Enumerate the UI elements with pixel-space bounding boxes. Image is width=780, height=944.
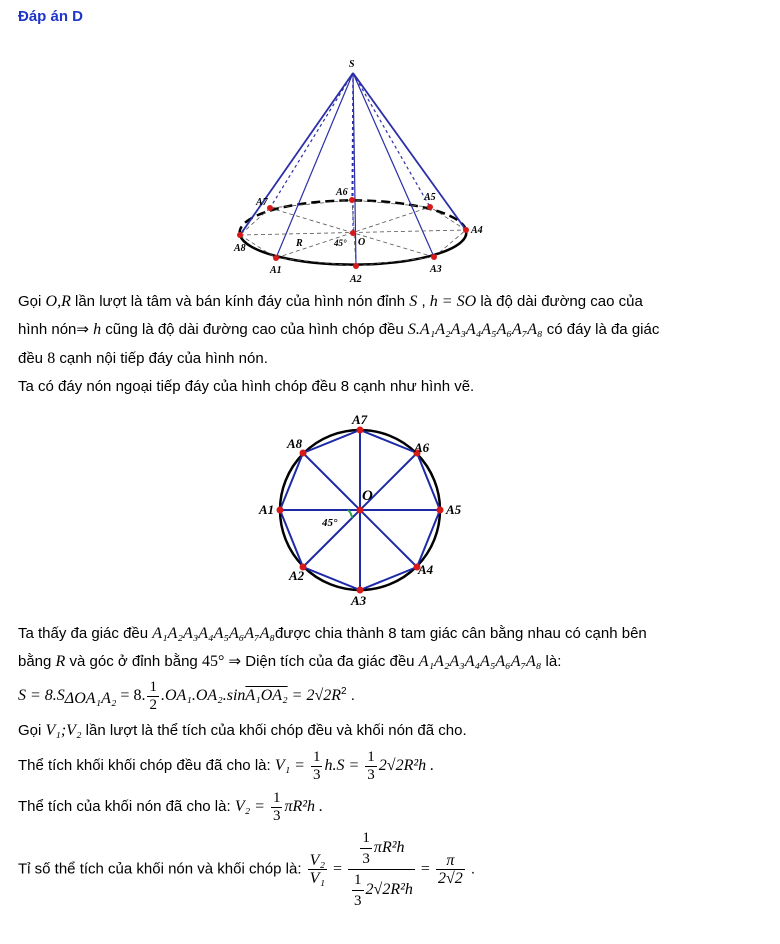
oct-label-A8: A8 [287, 436, 303, 451]
oct-label-A4: A4 [418, 562, 434, 577]
answer-label: Đáp án D [18, 8, 84, 25]
para1-line1: Gọi O,R lần lượt là tâm và bán kính đáy của hình nón đỉnh S , h = SO là độ dài đường cao của [18, 293, 643, 310]
label-A6: A6 [336, 187, 348, 198]
oct-label-A6: A6 [414, 440, 430, 455]
para2: Ta có đáy nón ngoại tiếp đáy của hình chóp đều 8 cạnh như hình vẽ. [18, 378, 475, 395]
cone-figure [225, 55, 495, 285]
para3-line3: $S = 8.S_{\Delta OA_1A_2} = 8$. $\frac{1}{2}$ $.OA_1.OA_2.\sin A_1OA_2 = 2√2R^2$ . [18, 678, 355, 713]
label-S: S [349, 59, 355, 70]
octagon-figure [255, 408, 470, 608]
label-angle: 45° [334, 238, 347, 248]
oct-label-A3: A3 [351, 593, 367, 608]
para1-line3: đều 8 cạnh nội tiếp đáy của hình nón. [18, 350, 268, 367]
oct-label-A7: A7 [352, 412, 368, 427]
oct-label-A1: A1 [259, 502, 275, 517]
label-A7: A7 [256, 197, 268, 208]
label-A3: A3 [430, 264, 442, 275]
label-R: R [296, 238, 303, 249]
oct-label-A5: A5 [446, 502, 462, 517]
oct-label-O: O [362, 488, 373, 504]
label-A4: A4 [471, 225, 483, 236]
para4: Gọi V₁;V₂ lần lượt là thể tích của khối chóp đều và khối nón đã cho. [18, 722, 467, 739]
oct-label-angle: 45° [322, 517, 338, 529]
para3-line1: Ta thấy đa giác đều A₁A₂A₃A₄A₅A₆A₇A₈được chia thành 8 tam giác cân bằng nhau có cạnh bên [18, 625, 647, 642]
para3-line2: bằng R và góc ở đỉnh bằng 45° ⇒ Diện tích của đa giác đều A₁A₂A₃A₄A₅A₆A₇A₈ là: [18, 653, 562, 670]
label-O: O [358, 237, 366, 248]
label-A8: A8 [234, 243, 246, 254]
label-A5: A5 [424, 192, 436, 203]
label-A2: A2 [350, 274, 362, 285]
para1-line2: hình nón⇒ h cũng là độ dài đường cao của hình chóp đều S.A₁A₂A₃A₄A₅A₆A₇A₈ có đáy là đa giác [18, 321, 660, 338]
oct-label-A2: A2 [289, 568, 305, 583]
para5: Thể tích khối khối chóp đều đã cho là: V₁ = $\frac{1}{3}$ h.S = $\frac{1}{3}$ 2√2R²h . [18, 748, 435, 783]
label-A1: A1 [270, 265, 282, 276]
para6: Thể tích của khối nón đã cho là: V₂ = $\frac{1}{3}$ πR²h . [18, 789, 324, 824]
para7: Tỉ số thể tích của khối nón và khối chóp là: $\frac{\text{V₂}}{\text{V₁}}$ = $\frac{1}{3}$ πR²h $\frac{1}{3}$ 2√2R²h = $\frac{\pi}{2√2}$ . [18, 830, 476, 909]
